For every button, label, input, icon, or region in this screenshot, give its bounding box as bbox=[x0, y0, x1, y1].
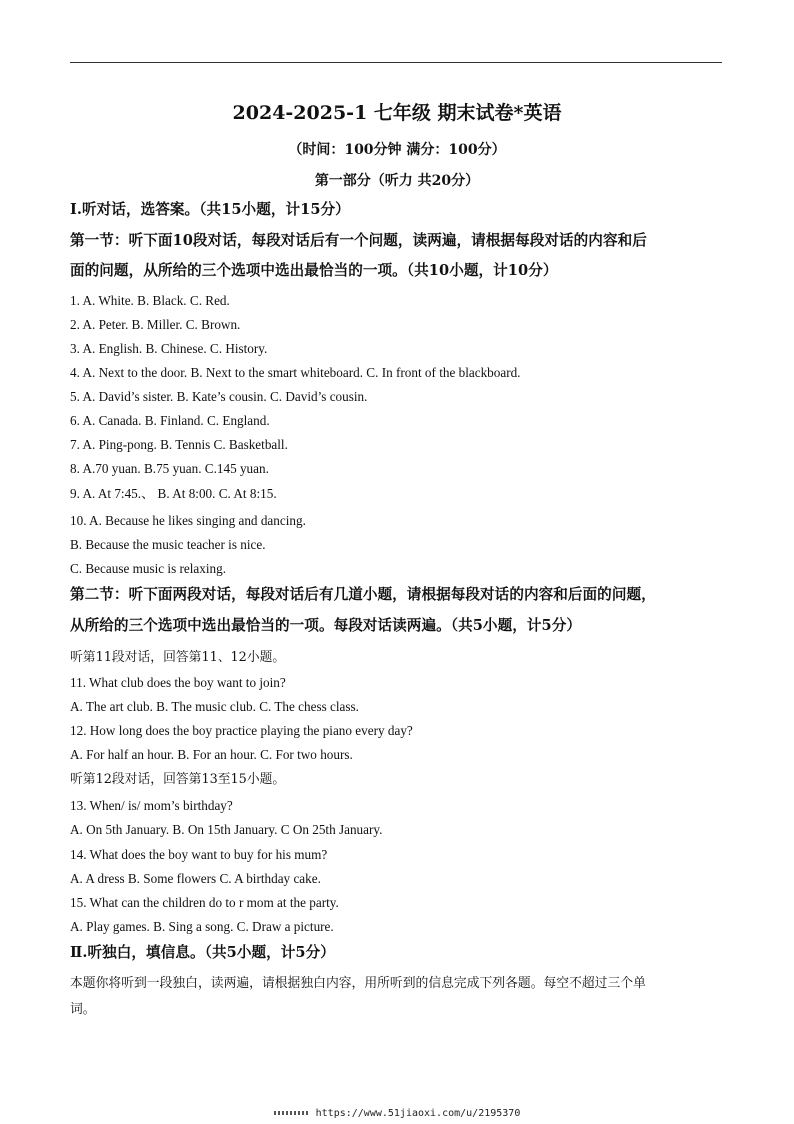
question-11: 11. What club does the boy want to join? bbox=[70, 675, 286, 690]
part1-intro-line2: 面的问题，从所给的三个选项中选出最恰当的一项。（共10小题，计10分） bbox=[70, 262, 558, 279]
footer-mark-icon bbox=[274, 1111, 308, 1115]
exam-title: 2024-2025-1 七年级 期末试卷*英语 bbox=[232, 102, 562, 124]
header-rule bbox=[70, 62, 722, 63]
question-13: 13. When/ is/ mom’s birthday? bbox=[70, 798, 233, 813]
question-8: 8. A.70 yuan. B.75 yuan. C.145 yuan. bbox=[70, 461, 269, 476]
question-4: 4. A. Next to the door. B. Next to the smart whiteboard. C. In front of the blackboard. bbox=[70, 365, 521, 380]
question-12: 12. How long does the boy practice playing the piano every day? bbox=[70, 723, 413, 738]
section1-heading: Ⅰ.听对话，选答案。（共15小题，计15分） bbox=[70, 201, 350, 218]
question-7: 7. A. Ping-pong. B. Tennis C. Basketball. bbox=[70, 437, 288, 452]
footer-url[interactable]: https://www.51jiaoxi.com/u/2195370 bbox=[315, 1108, 521, 1119]
question-10-a: 10. A. Because he likes singing and dancing. bbox=[70, 513, 306, 528]
dialog-12-note: 听第12段对话，回答第13至15小题。 bbox=[70, 772, 286, 787]
part-one-heading: 第一部分（听力 共20分） bbox=[314, 173, 480, 189]
question-10-b: B. Because the music teacher is nice. bbox=[70, 537, 266, 552]
question-9: 9. A. At 7:45.、 B. At 8:00. C. At 8:15. bbox=[70, 486, 277, 501]
question-2: 2. A. Peter. B. Miller. C. Brown. bbox=[70, 317, 241, 332]
question-12-options: A. For half an hour. B. For an hour. C. For two hours. bbox=[70, 747, 353, 762]
dialog-11-note: 听第11段对话，回答第11、12小题。 bbox=[70, 650, 286, 665]
question-5: 5. A. David’s sister. B. Kate’s cousin. C. David’s cousin. bbox=[70, 389, 368, 404]
part2-intro-line2: 从所给的三个选项中选出最恰当的一项。每段对话读两遍。（共5小题，计5分） bbox=[70, 617, 581, 634]
question-1: 1. A. White. B. Black. C. Red. bbox=[70, 293, 230, 308]
question-13-options: A. On 5th January. B. On 15th January. C On 25th January. bbox=[70, 822, 383, 837]
section2-heading: Ⅱ.听独白，填信息。（共5小题，计5分） bbox=[70, 944, 335, 961]
question-14-options: A. A dress B. Some flowers C. A birthday cake. bbox=[70, 871, 321, 886]
section2-intro-line1: 本题你将听到一段独白，读两遍，请根据独白内容，用所听到的信息完成下列各题。每空不超过三个单 bbox=[70, 976, 646, 991]
part1-intro-line1: 第一节：听下面10段对话，每段对话后有一个问题，读两遍，请根据每段对话的内容和后 bbox=[70, 232, 647, 249]
part2-intro-line1: 第二节：听下面两段对话，每段对话后有几道小题，请根据每段对话的内容和后面的问题， bbox=[70, 586, 656, 603]
question-14: 14. What does the boy want to buy for his mum? bbox=[70, 847, 328, 862]
question-15-options: A. Play games. B. Sing a song. C. Draw a picture. bbox=[70, 919, 334, 934]
page-footer bbox=[0, 1108, 794, 1119]
question-6: 6. A. Canada. B. Finland. C. England. bbox=[70, 413, 270, 428]
question-10-c: C. Because music is relaxing. bbox=[70, 561, 227, 576]
time-info: （时间：100分钟 满分：100分） bbox=[288, 142, 506, 158]
question-11-options: A. The art club. B. The music club. C. The chess class. bbox=[70, 699, 359, 714]
question-15: 15. What can the children do to r mom at the party. bbox=[70, 895, 339, 910]
section2-intro-line2: 词。 bbox=[70, 1002, 96, 1017]
question-3: 3. A. English. B. Chinese. C. History. bbox=[70, 341, 268, 356]
